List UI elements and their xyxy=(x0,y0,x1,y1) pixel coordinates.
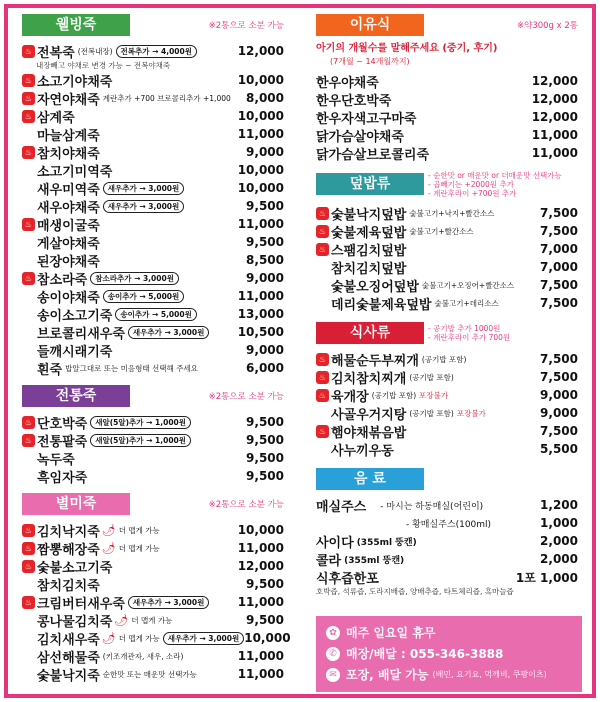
item-note: 숯불고기+오징어+빨간소스 xyxy=(421,280,515,290)
menu-item xyxy=(316,440,578,458)
item-name: 데리숯불제육덮밥 xyxy=(331,297,432,313)
item-price: 5,500 xyxy=(540,442,578,456)
menu-item xyxy=(316,126,578,144)
item-name: 전통팥죽 xyxy=(37,434,88,450)
menu-item xyxy=(22,215,284,233)
menu-item xyxy=(316,386,578,404)
menu-item xyxy=(22,593,284,611)
recommend-icon: ♨ xyxy=(22,524,35,537)
recommend-icon: ♨ xyxy=(316,371,329,384)
item-price: 2,000 xyxy=(540,552,578,566)
item-name: 김치참치찌개 xyxy=(331,371,407,387)
item-note: 더 맵게 가능 xyxy=(118,525,160,535)
item-name: 삼계죽 xyxy=(37,110,75,126)
right-column xyxy=(316,14,578,597)
item-price: 10,000 xyxy=(237,109,284,123)
wellbeing-note: ※2통으로 소분 가능 xyxy=(208,21,284,31)
phone-text[interactable]: 매장/배달 : 055-346-3888 xyxy=(346,647,504,661)
item-option: 새우추가 → 3,000원 xyxy=(103,182,184,195)
gift-icon: ✉ xyxy=(326,668,340,682)
item-price: 7,500 xyxy=(540,424,578,438)
item-name: 송이야채죽 xyxy=(37,290,100,306)
menu-item xyxy=(22,179,284,197)
menu-item xyxy=(22,251,284,269)
menu-item xyxy=(22,449,284,467)
menu-item xyxy=(316,258,578,276)
menu-item xyxy=(316,108,578,126)
item-price: 11,000 xyxy=(531,128,578,142)
item-name: 들깨시래기죽 xyxy=(37,344,113,360)
special-header xyxy=(22,493,284,515)
item-price: 1포 1,000 xyxy=(515,570,578,585)
meal-note: - 공기밥 추가 1000원 xyxy=(428,324,501,333)
menu-item xyxy=(316,514,578,532)
recommend-icon: ♨ xyxy=(316,389,329,402)
item-price: 1,000 xyxy=(540,516,578,530)
drinks-title: 음 료 xyxy=(316,468,424,490)
meal-notes xyxy=(424,324,510,342)
menu-item xyxy=(316,204,578,222)
item-price: 9,000 xyxy=(246,343,284,357)
menu-item xyxy=(316,532,578,550)
item-option: 송이추가 → 5,000원 xyxy=(115,308,196,321)
item-price: 11,000 xyxy=(237,595,284,609)
item-note: (키조개관자, 새우, 소라) xyxy=(102,651,184,661)
baby-request-sub: (7개월 ~ 14개월까지) xyxy=(330,57,410,66)
item-name: 소고기야채죽 xyxy=(37,74,113,90)
menu-item xyxy=(22,197,284,215)
menu-item xyxy=(316,404,578,422)
item-note: 더 맵게 가능 xyxy=(118,543,160,553)
item-note: 더 맵게 가능 xyxy=(131,615,173,625)
item-name: 참치야채죽 xyxy=(37,146,100,162)
recommend-icon: ♨ xyxy=(316,353,329,366)
takeout-sub: (배민, 요기요, 먹깨비, 쿠팡이츠) xyxy=(432,670,547,679)
item-price: 9,500 xyxy=(246,577,284,591)
menu-item xyxy=(22,125,284,143)
chili-icon: 🌶 xyxy=(101,523,116,537)
item-name: 숯불낙지덮밥 xyxy=(331,207,407,223)
item-price: 2,000 xyxy=(540,534,578,548)
item-name: 사골우거지탕 xyxy=(331,407,407,423)
item-name: 새우미역죽 xyxy=(37,182,100,198)
menu-item xyxy=(316,350,578,368)
meal-note: - 계란후라이 추가 700원 xyxy=(428,333,511,342)
menu-item xyxy=(316,422,578,440)
item-name: 참치김치덮밥 xyxy=(331,261,407,277)
menu-item xyxy=(22,305,284,323)
closed-row xyxy=(326,622,572,643)
meal-title: 식사류 xyxy=(316,322,424,344)
menu-item xyxy=(316,222,578,240)
recommend-icon: ♨ xyxy=(22,92,35,105)
item-name: 브로콜리새우죽 xyxy=(37,326,125,342)
item-price: 9,500 xyxy=(246,433,284,447)
item-price: 12,000 xyxy=(531,110,578,124)
item-price: 7,500 xyxy=(540,224,578,238)
item-price: 7,000 xyxy=(540,260,578,274)
item-name: 송이소고기죽 xyxy=(37,308,113,324)
rice-bowl-note: - 순한맛 or 매운맛 or 더매운맛 선택가능 xyxy=(428,170,562,180)
item-name: 한우야채죽 xyxy=(316,75,379,91)
item-price: 9,000 xyxy=(540,388,578,402)
recommend-icon: ♨ xyxy=(22,45,35,58)
item-price: 11,000 xyxy=(237,541,284,555)
item-price: 12,000 xyxy=(531,92,578,106)
recommend-icon: ♨ xyxy=(22,434,35,447)
menu-item xyxy=(22,269,284,287)
recommend-icon: ♨ xyxy=(316,225,329,238)
item-option: 새우추가 → 3,000원 xyxy=(128,326,209,339)
wellbeing-title: 웰빙죽 xyxy=(22,14,130,36)
item-price: 11,000 xyxy=(237,649,284,663)
menu-item xyxy=(22,42,284,60)
item-price: 9,500 xyxy=(246,451,284,465)
recommend-icon: ♨ xyxy=(22,74,35,87)
rice-bowl-notes xyxy=(424,171,562,198)
item-name: 소고기미역죽 xyxy=(37,164,113,180)
item-note: 순한맛 또는 매운맛 선택가능 xyxy=(102,669,197,679)
item-name: 숯불낙지죽 xyxy=(37,668,100,684)
item-option: 송이추가 → 5,000원 xyxy=(103,290,184,303)
item-name: 김치새우죽 xyxy=(37,632,100,648)
item-name: 스팸김치덮밥 xyxy=(331,243,407,259)
menu-item xyxy=(22,161,284,179)
item-price: 10,000 xyxy=(237,73,284,87)
info-footer xyxy=(316,616,582,692)
item-price: 9,500 xyxy=(246,469,284,483)
phone-row xyxy=(326,643,572,664)
item-name: 식후즙한포 xyxy=(316,571,379,587)
menu-item xyxy=(22,431,284,449)
menu-item xyxy=(22,467,284,485)
menu-item xyxy=(22,413,284,431)
traditional-header xyxy=(22,385,284,407)
recommend-icon: ♨ xyxy=(22,110,35,123)
item-name: 녹두죽 xyxy=(37,452,75,468)
item-price: 1,200 xyxy=(540,498,578,512)
item-note: - 마시는 하동매실(어린이) xyxy=(380,501,484,512)
item-name: 숯불소고기죽 xyxy=(37,560,113,576)
meal-header xyxy=(316,322,578,344)
item-name: 삼선해물죽 xyxy=(37,650,100,666)
item-tag: 포장불가 xyxy=(456,408,486,418)
traditional-note: ※2통으로 소분 가능 xyxy=(208,392,284,402)
item-name: 사누끼우동 xyxy=(331,443,394,459)
recommend-icon: ♨ xyxy=(22,218,35,231)
item-name: 참소라죽 xyxy=(37,272,88,288)
item-price: 10,500 xyxy=(237,325,284,339)
item-price: 9,500 xyxy=(246,415,284,429)
item-name: 단호박죽 xyxy=(37,416,88,432)
traditional-title: 전통죽 xyxy=(22,385,130,407)
item-option: 새우추가 → 3,000원 xyxy=(163,632,244,645)
item-note: 밥알그대로 또는 미음형태 선택해 주세요 xyxy=(65,363,198,373)
item-name: 흰죽 xyxy=(37,362,63,378)
recommend-icon: ♨ xyxy=(22,596,35,609)
item-option: 전복추가 → 4,000원 xyxy=(116,45,197,58)
item-price: 12,000 xyxy=(237,559,284,573)
item-tag: 포장불가 xyxy=(419,390,449,400)
item-note: 숯불고기+데리소스 xyxy=(434,298,499,308)
menu-item xyxy=(316,90,578,108)
item-sub: (355ml 뚱캔) xyxy=(344,555,405,566)
item-name: 매생이굴죽 xyxy=(37,218,100,234)
item-price: 6,000 xyxy=(246,361,284,375)
phone-icon: ✆ xyxy=(326,647,340,661)
recommend-icon: ♨ xyxy=(22,542,35,555)
item-price: 8,500 xyxy=(246,253,284,267)
item-option: 새알(5알)추가 → 1,000원 xyxy=(90,416,191,429)
baby-title: 이유식 xyxy=(316,14,424,36)
menu-item xyxy=(316,568,578,586)
item-price: 8,000 xyxy=(246,91,284,105)
item-price: 7,500 xyxy=(540,206,578,220)
rice-bowl-title: 덮밥류 xyxy=(316,173,424,195)
menu-item xyxy=(22,71,284,89)
item-name: 한우자색고구마죽 xyxy=(316,111,417,127)
item-note: (공기밥 포함) xyxy=(409,372,454,382)
item-price: 12,000 xyxy=(237,44,284,58)
left-column xyxy=(22,14,291,684)
item-name: 육개장 xyxy=(331,389,369,405)
menu-item xyxy=(22,665,284,683)
item-option: 새우추가 → 3,000원 xyxy=(128,596,209,609)
menu-item xyxy=(316,294,578,312)
flower-icon: ✿ xyxy=(326,626,340,640)
menu-item xyxy=(22,323,284,341)
item-name: 새우야채죽 xyxy=(37,200,100,216)
item-name: 된장야채죽 xyxy=(37,254,100,270)
item-price: 11,000 xyxy=(531,146,578,160)
item-price: 11,000 xyxy=(237,127,284,141)
rice-bowl-note: - 계란후라이 +700원 추가 xyxy=(428,188,517,198)
special-title: 별미죽 xyxy=(22,493,130,515)
item-price: 7,000 xyxy=(540,242,578,256)
closed-text: 매주 일요일 휴무 xyxy=(346,626,436,640)
item-name: 해물순두부찌개 xyxy=(331,353,419,369)
item-note: - 황매실주스(100ml) xyxy=(406,519,492,530)
item-note: 숯불고기+낙지+빨간소스 xyxy=(409,208,495,218)
item-option: 참소라추가 → 3,000원 xyxy=(90,272,179,285)
recommend-icon: ♨ xyxy=(22,146,35,159)
menu-item xyxy=(316,276,578,294)
menu-item xyxy=(316,144,578,162)
item-price: 7,500 xyxy=(540,296,578,310)
item-price: 7,500 xyxy=(540,370,578,384)
item-option: 새우추가 → 3,000원 xyxy=(103,200,184,213)
item-note: 더 맵게 가능 xyxy=(118,633,160,643)
item-sub: (355ml 뚱캔) xyxy=(356,537,417,548)
item-price: 10,000 xyxy=(237,181,284,195)
recommend-icon: ♨ xyxy=(22,560,35,573)
menu-item xyxy=(316,550,578,568)
recommend-icon: ♨ xyxy=(22,416,35,429)
item-sub: (전복내장) xyxy=(77,46,113,56)
item-name: 닭가슴살야채죽 xyxy=(316,129,404,145)
drinks-header xyxy=(316,468,578,490)
menu-item xyxy=(316,368,578,386)
baby-request: 아기의 개월수를 말해주세요 (중기, 후기) xyxy=(316,43,498,54)
item-name: 흑임자죽 xyxy=(37,470,88,486)
item-price: 10,000 xyxy=(244,631,291,645)
menu-item xyxy=(316,240,578,258)
item-price: 9,500 xyxy=(246,199,284,213)
special-note: ※2통으로 소분 가능 xyxy=(208,500,284,510)
chili-icon: 🌶 xyxy=(101,541,116,555)
recommend-icon: ♨ xyxy=(316,425,329,438)
item-note: 호박즙, 석류즙, 도라지배즙, 양배추즙, 타트체리즙, 흑마늘즙 xyxy=(316,587,514,596)
item-note: 숯불고기+빨간소스 xyxy=(409,226,474,236)
item-price: 10,000 xyxy=(237,523,284,537)
menu-item xyxy=(22,107,284,125)
item-price: 10,000 xyxy=(237,163,284,177)
menu-item xyxy=(316,496,578,514)
item-price: 9,000 xyxy=(246,145,284,159)
item-name: 콩나물김치죽 xyxy=(37,614,113,630)
menu-item xyxy=(22,539,284,557)
item-name: 크림버터새우죽 xyxy=(37,596,125,612)
item-price: 13,000 xyxy=(237,307,284,321)
item-note: (공기밥 포함) xyxy=(409,408,454,418)
recommend-icon: ♨ xyxy=(316,207,329,220)
item-name: 자연야채죽 xyxy=(37,92,100,108)
menu-item xyxy=(22,611,284,629)
menu-item xyxy=(22,143,284,161)
item-name: 짬뽕해장죽 xyxy=(37,542,100,558)
rice-bowl-header xyxy=(316,170,578,198)
rice-bowl-note: - 곱빼기는 +2000원 추가 xyxy=(428,179,514,189)
chili-icon: 🌶 xyxy=(101,631,116,645)
item-name: 햄야채볶음밥 xyxy=(331,425,407,441)
takeout-row xyxy=(326,664,572,685)
item-name: 숯불오징어덮밥 xyxy=(331,279,419,295)
item-name: 닭가슴살브로콜리죽 xyxy=(316,147,430,163)
menu-item xyxy=(22,647,284,665)
menu-item xyxy=(22,359,284,377)
chili-icon: 🌶 xyxy=(114,613,129,627)
item-name: 게살야채죽 xyxy=(37,236,100,252)
item-price: 9,000 xyxy=(246,271,284,285)
item-name: 콜라 xyxy=(316,553,342,569)
takeout-text: 포장, 배달 가능 xyxy=(346,668,429,682)
item-price: 12,000 xyxy=(531,74,578,88)
baby-note: ※약300g x 2통 xyxy=(516,21,578,31)
item-option: 새알(5알)추가 → 1,000원 xyxy=(90,434,191,447)
recommend-icon: ♨ xyxy=(316,243,329,256)
menu-item xyxy=(22,521,284,539)
item-price: 7,500 xyxy=(540,278,578,292)
item-name: 김치낙지죽 xyxy=(37,524,100,540)
menu-item xyxy=(22,575,284,593)
wellbeing-header xyxy=(22,14,284,36)
item-name: 참치김치죽 xyxy=(37,578,100,594)
menu-item xyxy=(316,72,578,90)
item-name: 마늘삼계죽 xyxy=(37,128,100,144)
menu-item xyxy=(22,557,284,575)
item-name: 매실주스 xyxy=(316,499,367,515)
item-name: 한우단호박죽 xyxy=(316,93,392,109)
item-note: (공기밥 포함) xyxy=(371,390,417,400)
item-price: 9,500 xyxy=(246,235,284,249)
item-name: 전복죽 xyxy=(37,45,75,61)
item-price: 11,000 xyxy=(237,289,284,303)
baby-header xyxy=(316,14,578,36)
recommend-icon: ♨ xyxy=(22,272,35,285)
menu-item xyxy=(22,341,284,359)
menu-item xyxy=(22,89,284,107)
menu-item xyxy=(22,629,291,648)
item-price: 11,000 xyxy=(237,217,284,231)
menu-item xyxy=(22,233,284,251)
item-price: 9,000 xyxy=(540,406,578,420)
item-price: 7,500 xyxy=(540,352,578,366)
item-price: 11,000 xyxy=(237,667,284,681)
item-note: 계란추가 +700 브로콜리추가 +1,000 xyxy=(102,93,231,103)
item-name: 사이다 xyxy=(316,535,354,551)
item-price: 9,500 xyxy=(246,613,284,627)
item-note: (공기밥 포함) xyxy=(421,354,467,364)
item-name: 숯불제육덮밥 xyxy=(331,225,407,241)
menu-item xyxy=(22,287,284,305)
item-note: 내장빼고 야채로 변경 가능 ~ 전복야채죽 xyxy=(36,61,171,70)
